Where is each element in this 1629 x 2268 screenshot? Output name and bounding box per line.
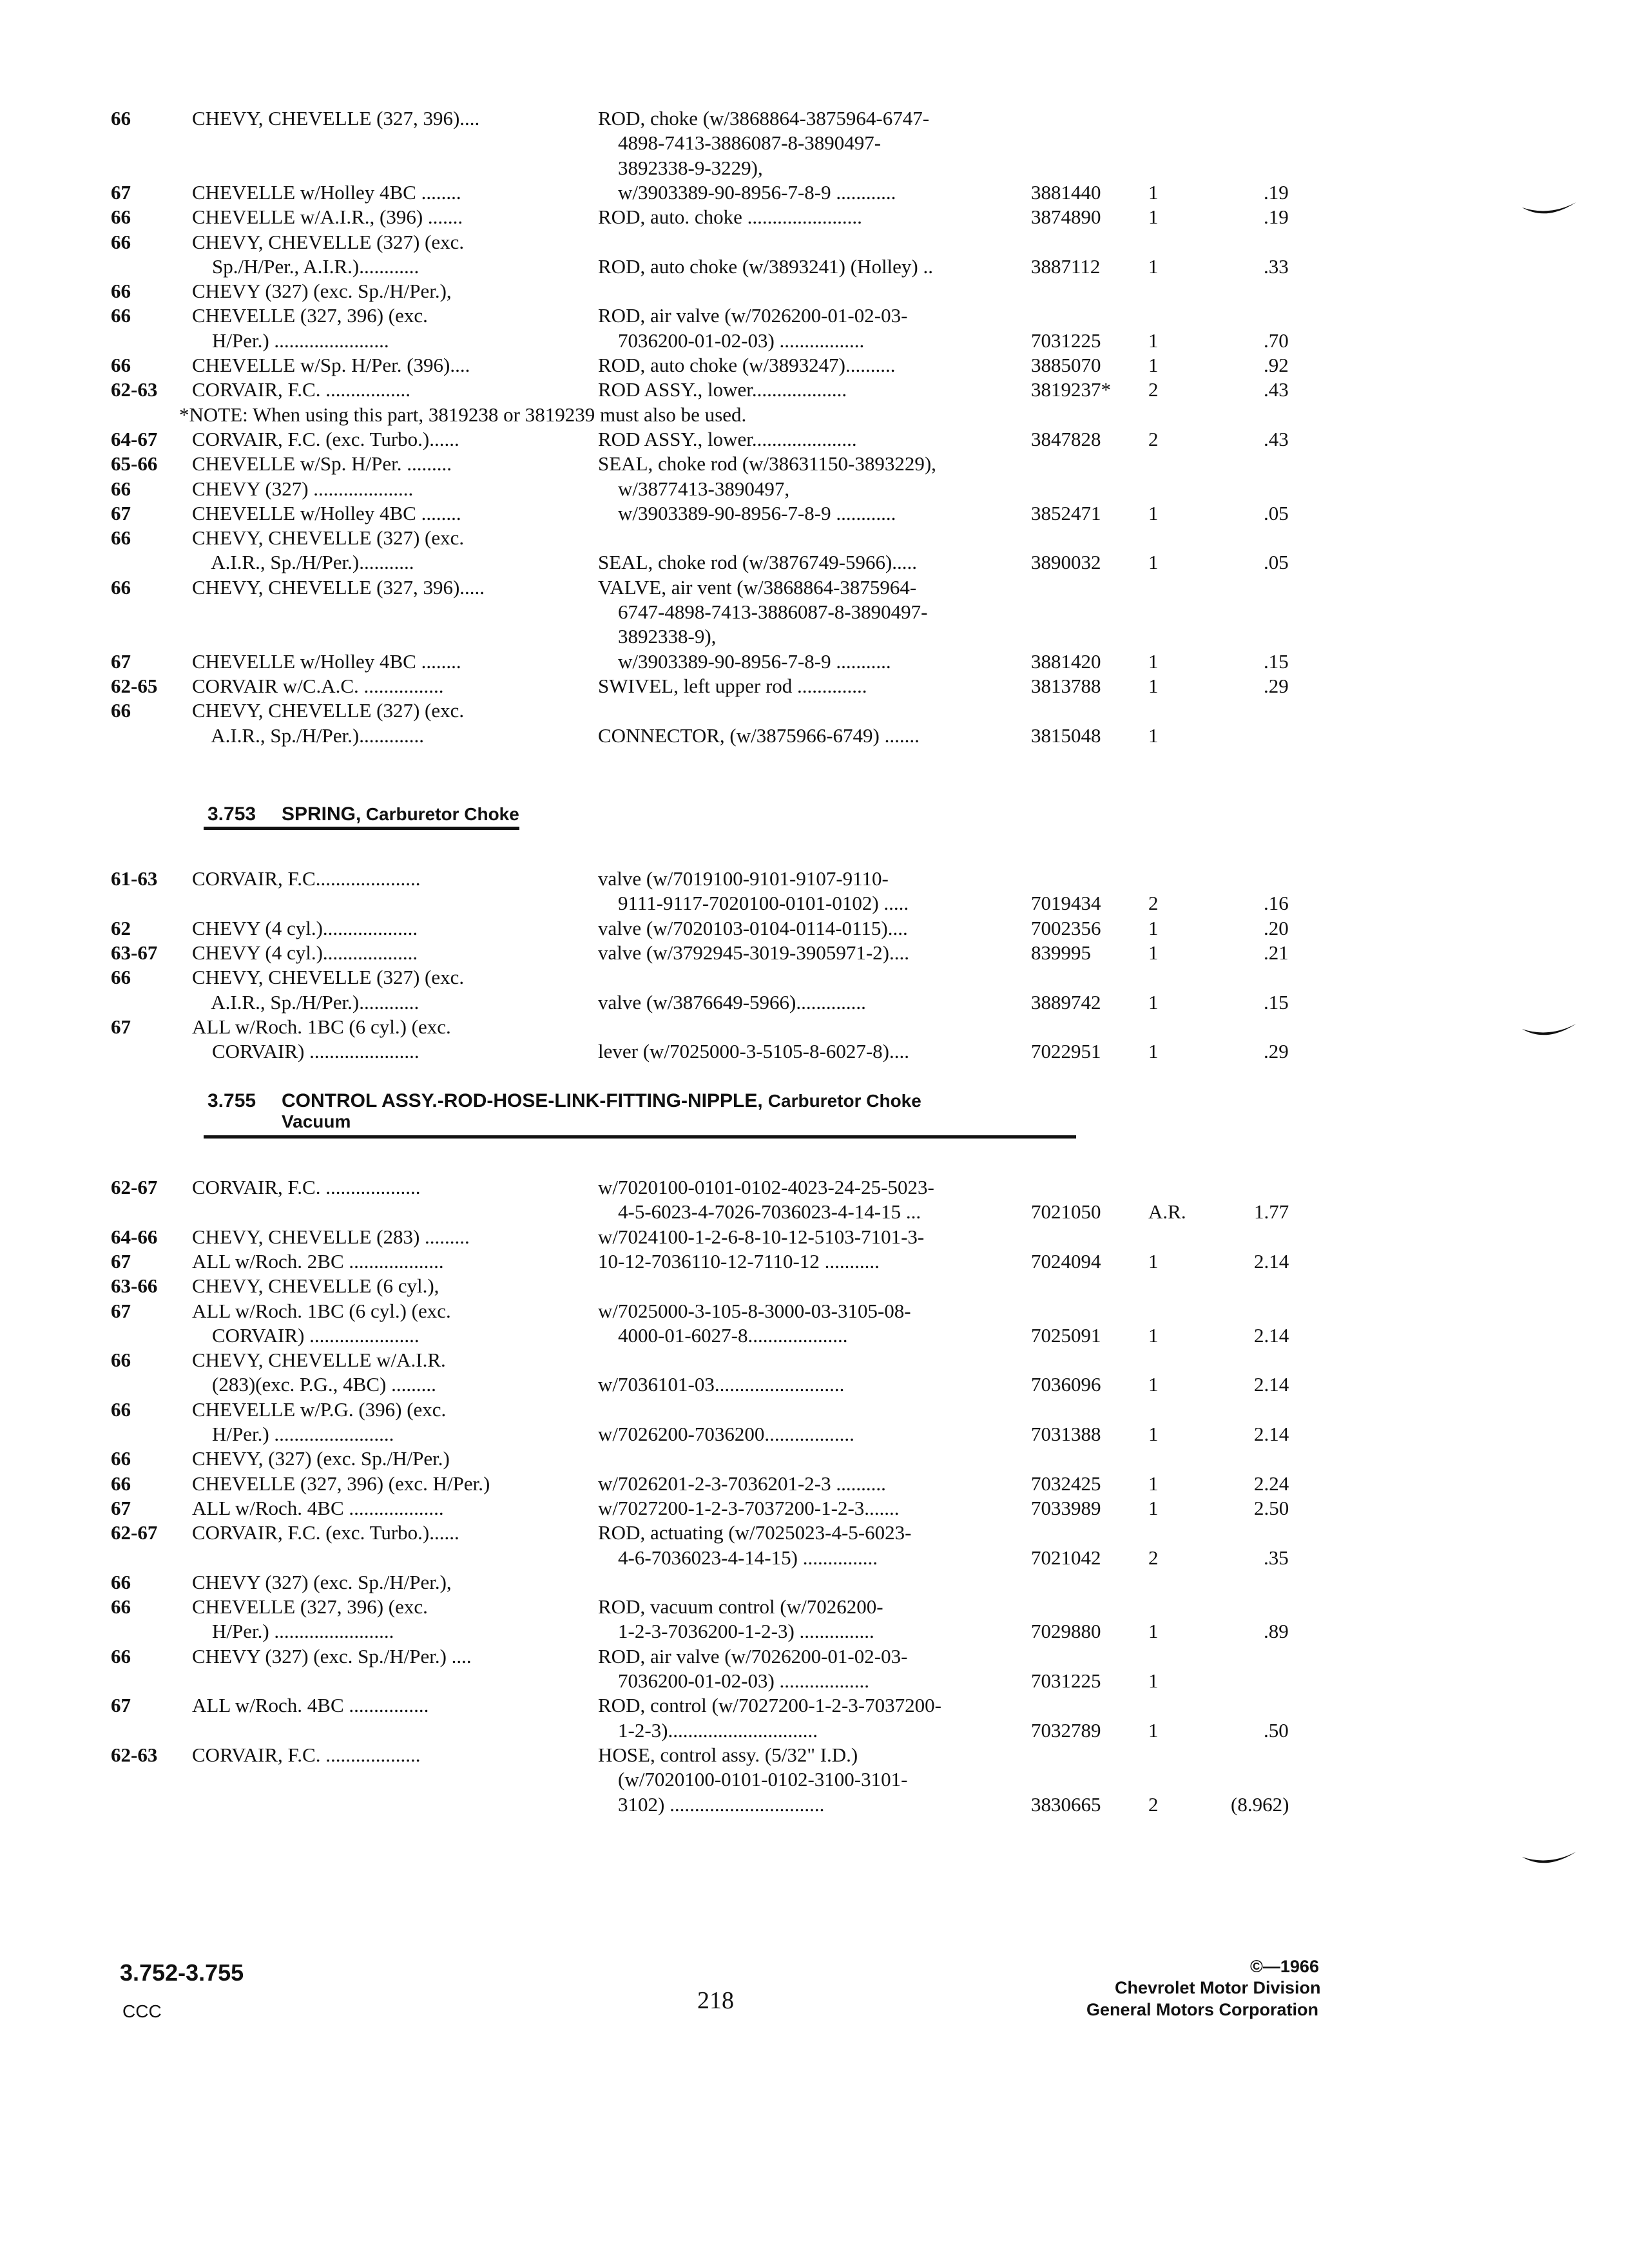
price-cell: .21 [1264,941,1289,964]
part-number-cell: 7021042 [1031,1546,1101,1569]
section-title: SPRING, [282,803,361,825]
model-cell: CHEVY, CHEVELLE (327) (exc. [192,526,465,550]
price-cell: .43 [1264,378,1289,401]
footer-code: CCC [122,2001,162,2021]
price-cell: .19 [1264,180,1289,204]
price-cell: .70 [1264,329,1289,352]
quantity-cell: 1 [1148,1620,1159,1643]
quantity-cell: 1 [1148,1373,1159,1396]
year-cell: 66 [111,1644,131,1667]
quantity-cell: 1 [1148,649,1159,673]
description-cell: 6747-4898-7413-3886087-8-3890497- [598,601,928,623]
description-cell: valve (w/7020103-0104-0114-0115).... [598,916,908,939]
footnote: *NOTE: When using this part, 3819238 or 3819239 must also be used. [179,403,747,426]
quantity-cell: 1 [1148,1496,1159,1519]
price-cell: 2.50 [1254,1496,1289,1519]
description-cell: 7036200-01-02-03) .................. [598,1669,870,1692]
binding-mark [1521,200,1579,226]
year-cell: 67 [111,1496,131,1519]
section-subtitle: Carburetor Choke [763,1091,921,1111]
description-cell: w/7027200-1-2-3-7037200-1-2-3....... [598,1496,900,1519]
quantity-cell: 1 [1148,916,1159,939]
model-cell: CHEVELLE w/Holley 4BC ........ [192,649,461,673]
model-cell: CHEVELLE w/Sp. H/Per. (396).... [192,354,470,376]
price-cell: .29 [1264,674,1289,697]
year-cell: 67 [111,501,131,524]
model-cell: CORVAIR, F.C. (exc. Turbo.)...... [192,1521,459,1544]
year-cell: 64-67 [111,427,158,450]
year-cell: 66 [111,1447,131,1470]
model-cell: CHEVELLE (327, 396) (exc. [192,304,428,327]
model-cell: CHEVY (327) (exc. Sp./H/Per.) .... [192,1644,472,1667]
price-cell: 2.14 [1254,1373,1289,1396]
description-cell: 7036200-01-02-03) ................. [598,329,865,352]
quantity-cell: 1 [1148,551,1159,574]
description-cell: w/3877413-3890497, [598,477,790,500]
part-number-cell: 3887112 [1031,255,1101,278]
year-cell: 66 [111,1472,131,1495]
description-cell: ROD, choke (w/3868864-3875964-6747- [598,107,930,130]
section-subtitle-line2: Vacuum [282,1111,351,1131]
price-cell: .05 [1264,501,1289,524]
description-cell: 1-2-3-7036200-1-2-3) ............... [598,1620,874,1643]
part-number-cell: 3881420 [1031,649,1101,673]
section-number: 3.753 [207,803,256,825]
section-title: CONTROL ASSY.-ROD-HOSE-LINK-FITTING-NIPPLE, [282,1090,763,1111]
quantity-cell: 1 [1148,1040,1159,1063]
model-cell: CHEVY, CHEVELLE (327, 396).... [192,107,480,130]
quantity-cell: 1 [1148,354,1159,376]
part-number-cell: 3852471 [1031,501,1101,524]
quantity-cell: A.R. [1148,1200,1186,1224]
description-cell: w/7020100-0101-0102-4023-24-25-5023- [598,1176,934,1198]
model-cell: ALL w/Roch. 4BC ................ [192,1694,429,1717]
part-number-cell: 7022951 [1031,1040,1101,1063]
quantity-cell: 1 [1148,1249,1159,1273]
page-number: 218 [697,1987,734,2014]
section-number: 3.755 [207,1090,256,1111]
quantity-cell: 1 [1148,180,1159,204]
description-cell: 3102) ............................... [598,1792,825,1816]
model-cell: CHEVY (4 cyl.)................... [192,941,418,964]
description-cell: 10-12-7036110-12-7110-12 ........... [598,1249,880,1273]
description-cell: 4898-7413-3886087-8-3890497- [598,131,882,155]
model-cell: CHEVY, CHEVELLE (6 cyl.), [192,1274,439,1298]
price-cell: 1.77 [1254,1200,1289,1224]
part-number-cell: 3885070 [1031,354,1101,376]
year-cell: 62-65 [111,674,158,697]
description-cell: valve (w/3876649-5966).............. [598,990,866,1014]
model-cell: H/Per.) ........................ [192,1620,394,1643]
description-cell: ROD, auto. choke ....................... [598,206,862,229]
year-cell: 66 [111,230,131,253]
year-cell: 66 [111,206,131,229]
quantity-cell: 1 [1148,1669,1159,1692]
model-cell: CORVAIR, F.C. ................. [192,378,410,401]
part-number-cell: 7019434 [1031,892,1101,915]
model-cell: ALL w/Roch. 2BC ................... [192,1249,444,1273]
year-cell: 62 [111,916,131,939]
quantity-cell: 1 [1148,501,1159,524]
quantity-cell: 2 [1148,378,1159,401]
year-cell: 67 [111,649,131,673]
description-cell: 1-2-3).............................. [598,1718,818,1742]
year-cell: 63-67 [111,941,158,964]
quantity-cell: 2 [1148,427,1159,450]
description-cell: SWIVEL, left upper rod .............. [598,674,867,697]
description-cell: ROD ASSY., lower..................... [598,427,857,450]
description-cell: ROD, control (w/7027200-1-2-3-7037200- [598,1694,941,1717]
model-cell: CHEVY, (327) (exc. Sp./H/Per.) [192,1447,450,1470]
price-cell: 2.14 [1254,1423,1289,1445]
price-cell: .89 [1264,1620,1289,1643]
price-cell: .16 [1264,892,1289,915]
description-cell: w/7025000-3-105-8-3000-03-3105-08- [598,1299,911,1322]
price-cell: .20 [1264,916,1289,939]
description-cell: ROD ASSY., lower................... [598,378,847,401]
model-cell: CORVAIR, F.C. (exc. Turbo.)...... [192,427,459,450]
quantity-cell: 1 [1148,1718,1159,1742]
description-cell: w/3903389-90-8956-7-8-9 ........... [598,649,891,673]
part-number-cell: 7036096 [1031,1373,1101,1396]
year-cell: 66 [111,1349,131,1372]
description-cell: ROD, vacuum control (w/7026200- [598,1595,883,1619]
price-cell: .43 [1264,427,1289,450]
part-number-cell: 3890032 [1031,551,1101,574]
price-cell: 2.14 [1254,1323,1289,1347]
model-cell: CHEVELLE w/Sp. H/Per. ......... [192,452,452,476]
part-number-cell: 3813788 [1031,674,1101,697]
model-cell: A.I.R., Sp./H/Per.)........... [192,551,414,574]
part-number-cell: 7029880 [1031,1620,1101,1643]
part-number-cell: 3881440 [1031,180,1101,204]
model-cell: CORVAIR w/C.A.C. ................ [192,674,444,697]
year-cell: 67 [111,1694,131,1717]
year-cell: 67 [111,1015,131,1038]
model-cell: H/Per.) ........................ [192,1423,394,1445]
model-cell: CHEVY (327) (exc. Sp./H/Per.), [192,1570,452,1593]
price-cell: .35 [1264,1546,1289,1569]
model-cell: A.I.R., Sp./H/Per.)............ [192,990,419,1014]
part-number-cell: 3889742 [1031,990,1101,1014]
model-cell: CORVAIR, F.C..................... [192,867,421,890]
year-cell: 64-66 [111,1225,158,1248]
year-cell: 66 [111,526,131,550]
year-cell: 65-66 [111,452,158,476]
description-cell: HOSE, control assy. (5/32" I.D.) [598,1743,858,1766]
part-number-cell: 3830665 [1031,1792,1101,1816]
model-cell: CHEVELLE w/Holley 4BC ........ [192,180,461,204]
section-subtitle: Carburetor Choke [361,804,519,824]
year-cell: 66 [111,354,131,376]
part-number-cell: 7031225 [1031,1669,1101,1692]
model-cell: ALL w/Roch. 4BC ................... [192,1496,444,1519]
description-cell: w/3903389-90-8956-7-8-9 ............ [598,180,896,204]
binding-mark [1521,1021,1579,1047]
description-cell: valve (w/7019100-9101-9107-9110- [598,867,889,890]
description-cell: valve (w/3792945-3019-3905971-2).... [598,941,909,964]
model-cell: (283)(exc. P.G., 4BC) ......... [192,1373,436,1396]
part-number-cell: 3819237* [1031,378,1111,401]
price-cell: .92 [1264,354,1289,376]
part-number-cell: 7024094 [1031,1249,1101,1273]
description-cell: ROD, air valve (w/7026200-01-02-03- [598,1644,908,1667]
model-cell: CORVAIR) ...................... [192,1323,419,1347]
model-cell: CHEVY, CHEVELLE (283) ......... [192,1225,470,1248]
part-number-cell: 3874890 [1031,206,1101,229]
year-cell: 67 [111,1249,131,1273]
quantity-cell: 1 [1148,724,1159,747]
year-cell: 66 [111,1398,131,1421]
description-cell: w/7024100-1-2-6-8-10-12-5103-7101-3- [598,1225,925,1248]
quantity-cell: 1 [1148,329,1159,352]
price-cell: (8.962) [1231,1792,1289,1816]
quantity-cell: 2 [1148,892,1159,915]
quantity-cell: 1 [1148,1323,1159,1347]
description-cell: ROD, air valve (w/7026200-01-02-03- [598,304,908,327]
description-cell: w/7036101-03.......................... [598,1373,845,1396]
year-cell: 66 [111,304,131,327]
model-cell: ALL w/Roch. 1BC (6 cyl.) (exc. [192,1015,451,1038]
year-cell: 66 [111,107,131,130]
part-number-cell: 7031388 [1031,1423,1101,1445]
model-cell: CHEVY (327) .................... [192,477,414,500]
model-cell: CHEVY, CHEVELLE w/A.I.R. [192,1349,446,1372]
description-cell: CONNECTOR, (w/3875966-6749) ....... [598,724,920,747]
model-cell: A.I.R., Sp./H/Per.)............. [192,724,424,747]
model-cell: CHEVY, CHEVELLE (327) (exc. [192,966,465,989]
price-cell: .05 [1264,551,1289,574]
model-cell: CHEVY (327) (exc. Sp./H/Per.), [192,280,452,303]
model-cell: H/Per.) ....................... [192,329,389,352]
model-cell: CORVAIR, F.C. ................... [192,1176,421,1198]
part-number-cell: 3815048 [1031,724,1101,747]
quantity-cell: 1 [1148,206,1159,229]
year-cell: 66 [111,699,131,722]
part-number-cell: 839995 [1031,941,1091,964]
year-cell: 62-63 [111,378,158,401]
description-cell: 9111-9117-7020100-0101-0102) ..... [598,892,909,915]
description-cell: SEAL, choke rod (w/38631150-3893229), [598,452,936,476]
model-cell: CHEVELLE (327, 396) (exc. [192,1595,428,1619]
quantity-cell: 1 [1148,941,1159,964]
part-number-cell: 7033989 [1031,1496,1101,1519]
quantity-cell: 2 [1148,1792,1159,1816]
model-cell: CHEVELLE w/A.I.R., (396) ....... [192,206,463,229]
quantity-cell: 1 [1148,674,1159,697]
description-cell: w/7026201-2-3-7036201-2-3 .......... [598,1472,886,1495]
model-cell: CORVAIR, F.C. ................... [192,1743,421,1766]
price-cell: .19 [1264,206,1289,229]
description-cell: 4-6-7036023-4-14-15) ............... [598,1546,878,1569]
description-cell: (w/7020100-0101-0102-3100-3101- [598,1768,908,1791]
quantity-cell: 2 [1148,1546,1159,1569]
part-number-cell: 3847828 [1031,427,1101,450]
section-rule [204,827,519,830]
description-cell: ROD, actuating (w/7025023-4-5-6023- [598,1521,912,1544]
description-cell: VALVE, air vent (w/3868864-3875964- [598,575,917,599]
year-cell: 66 [111,280,131,303]
part-number-cell: 7002356 [1031,916,1101,939]
model-cell: ALL w/Roch. 1BC (6 cyl.) (exc. [192,1299,451,1322]
description-cell: lever (w/7025000-3-5105-8-6027-8).... [598,1040,909,1063]
year-cell: 63-66 [111,1274,158,1298]
model-cell: CORVAIR) ...................... [192,1040,419,1063]
price-cell: .15 [1264,649,1289,673]
year-cell: 66 [111,1570,131,1593]
description-cell: ROD, auto choke (w/3893247).......... [598,354,896,376]
year-cell: 61-63 [111,867,158,890]
price-cell: .15 [1264,990,1289,1014]
year-cell: 66 [111,966,131,989]
year-cell: 67 [111,180,131,204]
footer-copyright: ©—1966 [1250,1957,1319,1976]
model-cell: CHEVY, CHEVELLE (327) (exc. [192,699,465,722]
footer-section-range: 3.752-3.755 [120,1959,244,1986]
quantity-cell: 1 [1148,990,1159,1014]
part-number-cell: 7025091 [1031,1323,1101,1347]
footer-division: Chevrolet Motor Division [1115,1978,1321,1997]
quantity-cell: 1 [1148,1423,1159,1445]
price-cell: .50 [1264,1718,1289,1742]
part-number-cell: 7031225 [1031,329,1101,352]
description-cell: 3892338-9-3229), [598,156,763,179]
quantity-cell: 1 [1148,255,1159,278]
description-cell: SEAL, choke rod (w/3876749-5966)..... [598,551,918,574]
year-cell: 66 [111,1595,131,1619]
description-cell: 3892338-9), [598,625,717,648]
year-cell: 62-67 [111,1176,158,1198]
description-cell: w/7026200-7036200.................. [598,1423,854,1445]
price-cell: 2.14 [1254,1249,1289,1273]
footer-corporation: General Motors Corporation [1086,2000,1319,2019]
model-cell: CHEVELLE (327, 396) (exc. H/Per.) [192,1472,490,1495]
model-cell: Sp./H/Per., A.I.R.)............ [192,255,419,278]
price-cell: .33 [1264,255,1289,278]
description-cell: w/3903389-90-8956-7-8-9 ............ [598,501,896,524]
binding-mark [1521,1849,1579,1875]
year-cell: 66 [111,575,131,599]
year-cell: 62-67 [111,1521,158,1544]
model-cell: CHEVY (4 cyl.)................... [192,916,418,939]
section-rule [204,1135,1076,1139]
price-cell: .29 [1264,1040,1289,1063]
year-cell: 67 [111,1299,131,1322]
part-number-cell: 7032789 [1031,1718,1101,1742]
quantity-cell: 1 [1148,1472,1159,1495]
model-cell: CHEVY, CHEVELLE (327, 396)..... [192,575,485,599]
description-cell: ROD, auto choke (w/3893241) (Holley) .. [598,255,934,278]
price-cell: 2.24 [1254,1472,1289,1495]
year-cell: 62-63 [111,1743,158,1766]
model-cell: CHEVY, CHEVELLE (327) (exc. [192,230,465,253]
description-cell: 4-5-6023-4-7026-7036023-4-14-15 ... [598,1200,921,1224]
part-number-cell: 7021050 [1031,1200,1101,1224]
year-cell: 66 [111,477,131,500]
model-cell: CHEVELLE w/Holley 4BC ........ [192,501,461,524]
model-cell: CHEVELLE w/P.G. (396) (exc. [192,1398,447,1421]
description-cell: 4000-01-6027-8.................... [598,1323,848,1347]
part-number-cell: 7032425 [1031,1472,1101,1495]
